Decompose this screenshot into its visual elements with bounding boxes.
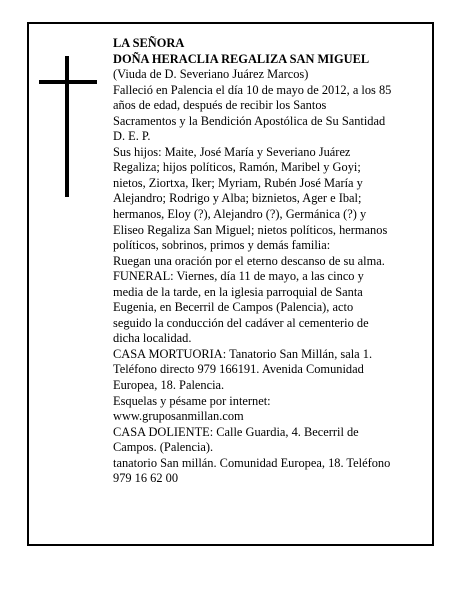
text-line: Europea, 18. Palencia. [113,378,225,393]
text-line: años de edad, después de recibir los Santos [113,98,327,113]
text-line: Campos. (Palencia). [113,440,214,455]
text-line: Sacramentos y la Bendición Apostólica de Su Santidad [113,113,386,128]
text-line: políticos, sobrinos, primos y demás familia: [113,238,331,253]
text-line: hermanos, Eloy (?), Alejandro (?), Germánica (?) y [113,207,367,222]
text-line: nietos, Ziortxa, Iker; Myriam, Rubén José María y [113,175,363,190]
text-line: Ruegan una oración por el eterno descanso de su alma. [113,253,385,268]
text-line: tanatorio San millán. Comunidad Europea, 18. Teléfono [113,455,391,470]
text-line: FUNERAL: Viernes, día 11 de mayo, a las cinco y [113,269,364,284]
obituary-text [113,36,419,487]
text-line: Esquelas y pésame por internet: [113,393,271,408]
text-line: media de la tarde, en la iglesia parroquial de Santa [113,284,363,299]
text-line: 979 16 62 00 [113,471,179,486]
text-line: CASA DOLIENTE: Calle Guardia, 4. Becerril de [113,424,359,439]
text-line: Sus hijos: Maite, José María y Severiano Juárez [113,144,351,159]
text-line: Falleció en Palencia el día 10 de mayo de 2012, a los 85 [113,82,392,97]
text-line: dicha localidad. [113,331,192,346]
text-line: Alejandro; Rodrigo y Alba; biznietos, Ager e Ibal; [113,191,362,206]
text-line: Regaliza; hijos políticos, Ramón, Maribel y Goyi; [113,160,361,175]
text-line: Eliseo Regaliza San Miguel; nietos políticos, hermanos [113,222,388,237]
text-line: seguido la conducción del cadáver al cementerio de [113,315,369,330]
text-line: www.gruposanmillan.com [113,409,244,424]
deceased-name: DOÑA HERACLIA REGALIZA SAN MIGUEL [113,51,370,66]
text-line: D. E. P. [113,129,151,144]
title-line: LA SEÑORA [113,36,185,50]
cross-icon-horizontal-bar [39,80,97,84]
cross-icon-vertical-bar [65,56,69,197]
text-line: (Viuda de D. Severiano Juárez Marcos) [113,67,309,82]
text-line: Eugenia, en Becerril de Campos (Palencia), acto [113,300,354,315]
text-line: Teléfono directo 979 166191. Avenida Comunidad [113,362,364,377]
text-line: CASA MORTUORIA: Tanatorio San Millán, sala 1. [113,346,373,361]
